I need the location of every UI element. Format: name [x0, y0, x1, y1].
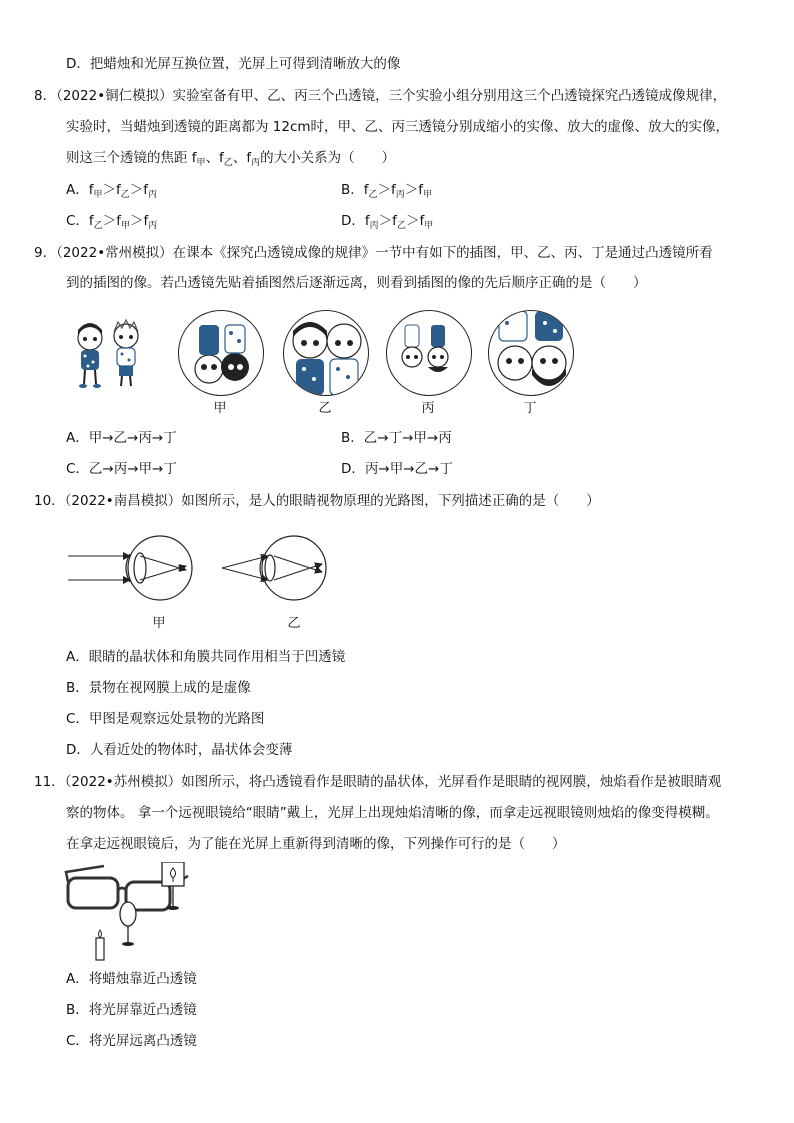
q9-image-yi — [283, 310, 369, 396]
q9-original-illustration — [64, 318, 156, 394]
q9-label-jia: 甲 — [213, 401, 227, 416]
q9-option-c[interactable]: C．乙→丙→甲→丁 — [66, 461, 177, 477]
q8-stem-line1: 8．（2022•铜仁模拟）实验室备有甲、乙、丙三个凸透镜，三个实验小组分别用这三个凸透镜探究凸透镜成像规律， — [34, 88, 727, 104]
q9-image-jia — [178, 310, 264, 396]
q10-option-a[interactable]: A．眼睛的晶状体和角膜共同作用相当于凹透镜 — [66, 649, 346, 665]
q10-option-d[interactable]: D．人看近处的物体时，晶状体会变薄 — [66, 742, 293, 758]
q10-option-c[interactable]: C．甲图是观察远处景物的光路图 — [66, 711, 265, 727]
q9-option-a[interactable]: A．甲→乙→丙→丁 — [66, 430, 177, 446]
q10-eye-diagram — [64, 528, 344, 612]
q9-stem-line1: 9．（2022•常州模拟）在课本《探究凸透镜成像的规律》一节中有如下的插图，甲、乙、丙、丁是通过凸透镜所看 — [34, 245, 713, 261]
q8-stem-line2: 实验时，当蜡烛到透镜的距离都为 12cm时，甲、乙、丙三透镜分别成缩小的实像、放大的虚像、放大的实像， — [66, 119, 730, 135]
q8-option-b[interactable]: B．$f_乙>f_丙>f_甲$ — [341, 182, 433, 200]
q11-stem-line3: 在拿走远视眼镜后，为了能在光屏上重新得到清晰的像，下列操作可行的是（ ） — [66, 836, 566, 852]
q11-option-a[interactable]: A．将蜡烛靠近凸透镜 — [66, 971, 197, 987]
q11-option-c[interactable]: C．将光屏远离凸透镜 — [66, 1033, 197, 1049]
q8-option-a[interactable]: A．$f_甲>f_乙>f_丙$ — [66, 182, 158, 200]
q9-label-ding: 丁 — [523, 401, 537, 416]
q9-label-bing: 丙 — [421, 401, 435, 416]
q8-option-c[interactable]: C．$f_乙>f_甲>f_丙$ — [66, 213, 158, 231]
q10-label-yi: 乙 — [287, 616, 301, 631]
q9-label-yi: 乙 — [318, 401, 332, 416]
q10-stem-line1: 10．（2022•南昌模拟）如图所示，是人的眼睛视物原理的光路图，下列描述正确的是（ ） — [34, 493, 600, 509]
q9-option-b[interactable]: B．乙→丁→甲→丙 — [341, 430, 452, 446]
q11-glasses-illustration — [64, 862, 194, 962]
q11-option-b[interactable]: B．将光屏靠近凸透镜 — [66, 1002, 197, 1018]
q10-option-b[interactable]: B．景物在视网膜上成的是虚像 — [66, 680, 251, 696]
q10-label-jia: 甲 — [152, 616, 166, 631]
q11-stem-line2: 察的物体。 拿一个远视眼镜给“眼睛”戴上，光屏上出现烛焰清晰的像，而拿走远视眼镜则烛焰的像变得模糊。 — [66, 805, 719, 821]
q8-stem-line3: 则这三个透镜的焦距 $f_甲$、$f_乙$、$f_丙$的大小关系为（ ） — [66, 150, 396, 168]
q9-option-d[interactable]: D．丙→甲→乙→丁 — [341, 461, 453, 477]
q11-stem-line1: 11．（2022•苏州模拟）如图所示，将凸透镜看作是眼睛的晶状体，光屏看作是眼睛的视网膜，烛焰看作是被眼睛观 — [34, 774, 722, 790]
q9-image-bing — [386, 310, 472, 396]
q7-option-d: D．把蜡烛和光屏互换位置，光屏上可得到清晰放大的像 — [66, 56, 401, 72]
q9-image-ding — [488, 310, 574, 396]
q9-stem-line2: 到的插图的像。若凸透镜先贴着插图然后逐渐远离，则看到插图的像的先后顺序正确的是（ ） — [66, 275, 647, 291]
q8-option-d[interactable]: D．$f_丙>f_乙>f_甲$ — [341, 213, 434, 231]
